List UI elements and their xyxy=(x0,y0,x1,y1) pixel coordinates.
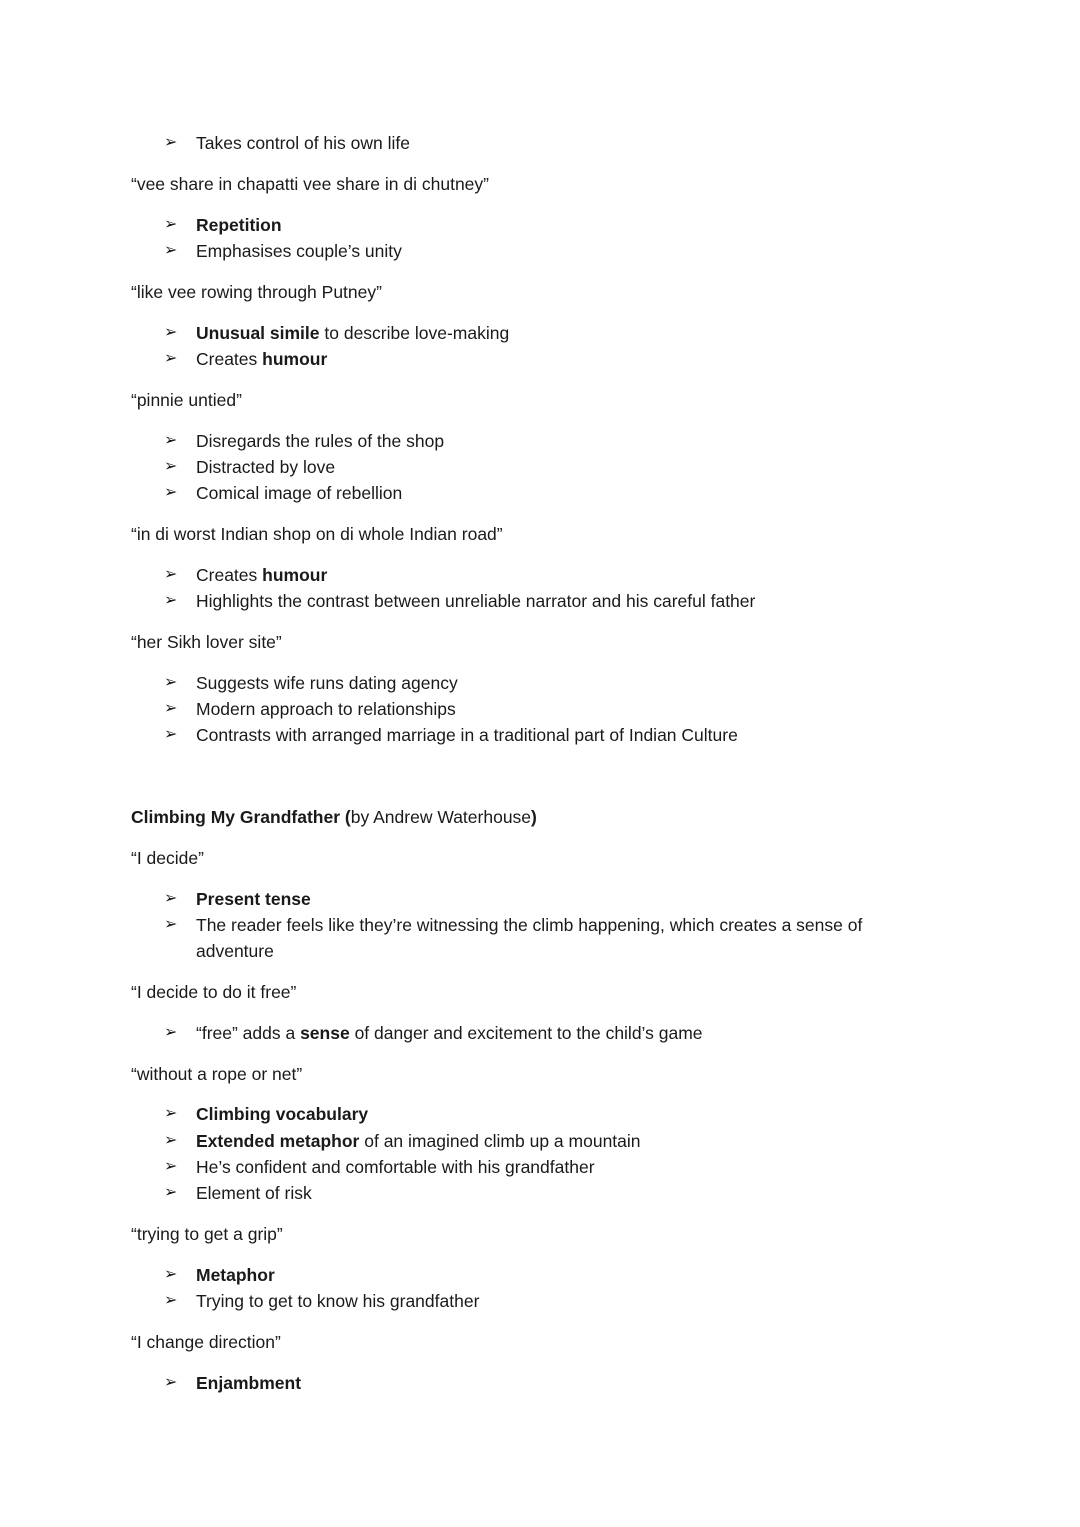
bullet-bold-term: Climbing vocabulary xyxy=(196,1104,369,1124)
bullet-text: to describe love-making xyxy=(319,323,510,343)
section-heading xyxy=(131,806,537,828)
bullet-item xyxy=(164,482,904,504)
arrow-bullet-icon: ➢ xyxy=(164,890,178,907)
bullet-item xyxy=(164,456,904,478)
bullet-bold-term: Present tense xyxy=(196,889,311,909)
poem-title: Climbing My Grandfather xyxy=(131,807,341,827)
arrow-bullet-icon: ➢ xyxy=(164,458,178,475)
bullet-item xyxy=(164,322,904,344)
arrow-bullet-icon: ➢ xyxy=(164,1024,178,1041)
bullet-item xyxy=(164,1156,904,1178)
bullet-item xyxy=(164,564,904,586)
bullet-text: Disregards the rules of the shop xyxy=(196,431,445,451)
bullet-text: Comical image of rebellion xyxy=(196,483,403,503)
quote-line: “like vee rowing through Putney” xyxy=(131,282,382,302)
heading-paren-close: ) xyxy=(531,807,537,827)
bullet-item xyxy=(164,1022,904,1044)
bullet-item xyxy=(164,888,904,910)
bullet-item xyxy=(164,914,884,964)
bullet-text: of danger and excitement to the child’s game xyxy=(349,1023,703,1043)
bullet-bold-term: Extended metaphor xyxy=(196,1131,360,1151)
bullet-item xyxy=(164,1372,904,1394)
arrow-bullet-icon: ➢ xyxy=(164,1184,178,1201)
quote-line: “in di worst Indian shop on di whole Indian road” xyxy=(131,524,503,544)
quote-line: “I decide” xyxy=(131,848,204,868)
bullet-text: He’s confident and comfortable with his grandfather xyxy=(196,1157,595,1177)
arrow-bullet-icon: ➢ xyxy=(164,1158,178,1175)
bullet-text: Modern approach to relationships xyxy=(196,699,456,719)
bullet-text: Trying to get to know his grandfather xyxy=(196,1291,480,1311)
arrow-bullet-icon: ➢ xyxy=(164,700,178,717)
bullet-text: Creates xyxy=(196,565,263,585)
bullet-item xyxy=(164,1130,904,1152)
quote-line: “trying to get a grip” xyxy=(131,1224,283,1244)
bullet-item xyxy=(164,240,904,262)
arrow-bullet-icon: ➢ xyxy=(164,134,178,151)
bullet-bold-term: Repetition xyxy=(196,215,282,235)
arrow-bullet-icon: ➢ xyxy=(164,1105,178,1122)
bullet-bold-term: humour xyxy=(262,565,328,585)
bullet-item xyxy=(164,1182,904,1204)
bullet-text: Highlights the contrast between unreliable narrator and his careful father xyxy=(196,591,756,611)
bullet-text: Emphasises couple’s unity xyxy=(196,241,402,261)
bullet-item xyxy=(164,1264,904,1286)
arrow-bullet-icon: ➢ xyxy=(164,484,178,501)
bullet-text: Creates xyxy=(196,349,263,369)
quote-line: “her Sikh lover site” xyxy=(131,632,282,652)
arrow-bullet-icon: ➢ xyxy=(164,216,178,233)
arrow-bullet-icon: ➢ xyxy=(164,242,178,259)
bullet-text: Element of risk xyxy=(196,1183,312,1203)
bullet-item xyxy=(164,430,904,452)
bullet-bold-term: Unusual simile xyxy=(196,323,320,343)
arrow-bullet-icon: ➢ xyxy=(164,566,178,583)
bullet-item xyxy=(164,698,904,720)
bullet-item xyxy=(164,672,904,694)
bullet-text: Takes control of his own life xyxy=(196,133,410,153)
arrow-bullet-icon: ➢ xyxy=(164,1292,178,1309)
bullet-item xyxy=(164,348,904,370)
bullet-text: Contrasts with arranged marriage in a traditional part of Indian Culture xyxy=(196,725,738,745)
bullet-bold-term: humour xyxy=(262,349,328,369)
poem-author: by Andrew Waterhouse xyxy=(350,807,532,827)
bullet-bold-term: Metaphor xyxy=(196,1265,275,1285)
quote-line: “I decide to do it free” xyxy=(131,982,297,1002)
bullet-item xyxy=(164,590,904,612)
bullet-item xyxy=(164,724,904,746)
quote-line: “pinnie untied” xyxy=(131,390,242,410)
bullet-item xyxy=(164,214,904,236)
arrow-bullet-icon: ➢ xyxy=(164,432,178,449)
arrow-bullet-icon: ➢ xyxy=(164,674,178,691)
quote-line: “vee share in chapatti vee share in di chutney” xyxy=(131,174,489,194)
bullet-text: Suggests wife runs dating agency xyxy=(196,673,458,693)
arrow-bullet-icon: ➢ xyxy=(164,1374,178,1391)
bullet-item xyxy=(164,132,904,154)
arrow-bullet-icon: ➢ xyxy=(164,726,178,743)
bullet-text: of an imagined climb up a mountain xyxy=(359,1131,641,1151)
bullet-text: The reader feels like they’re witnessing the climb happening, which creates a sense of adventure xyxy=(196,915,863,961)
quote-line: “without a rope or net” xyxy=(131,1064,303,1084)
bullet-bold-term: Enjambment xyxy=(196,1373,302,1393)
heading-paren-open: ( xyxy=(340,807,351,827)
arrow-bullet-icon: ➢ xyxy=(164,350,178,367)
arrow-bullet-icon: ➢ xyxy=(164,324,178,341)
arrow-bullet-icon: ➢ xyxy=(164,592,178,609)
bullet-item xyxy=(164,1290,904,1312)
bullet-item xyxy=(164,1103,904,1125)
arrow-bullet-icon: ➢ xyxy=(164,1266,178,1283)
arrow-bullet-icon: ➢ xyxy=(164,916,178,933)
bullet-text: Distracted by love xyxy=(196,457,336,477)
quote-line: “I change direction” xyxy=(131,1332,281,1352)
bullet-bold-term: sense xyxy=(300,1023,350,1043)
arrow-bullet-icon: ➢ xyxy=(164,1132,178,1149)
bullet-text-pre: “free” adds a xyxy=(196,1023,301,1043)
